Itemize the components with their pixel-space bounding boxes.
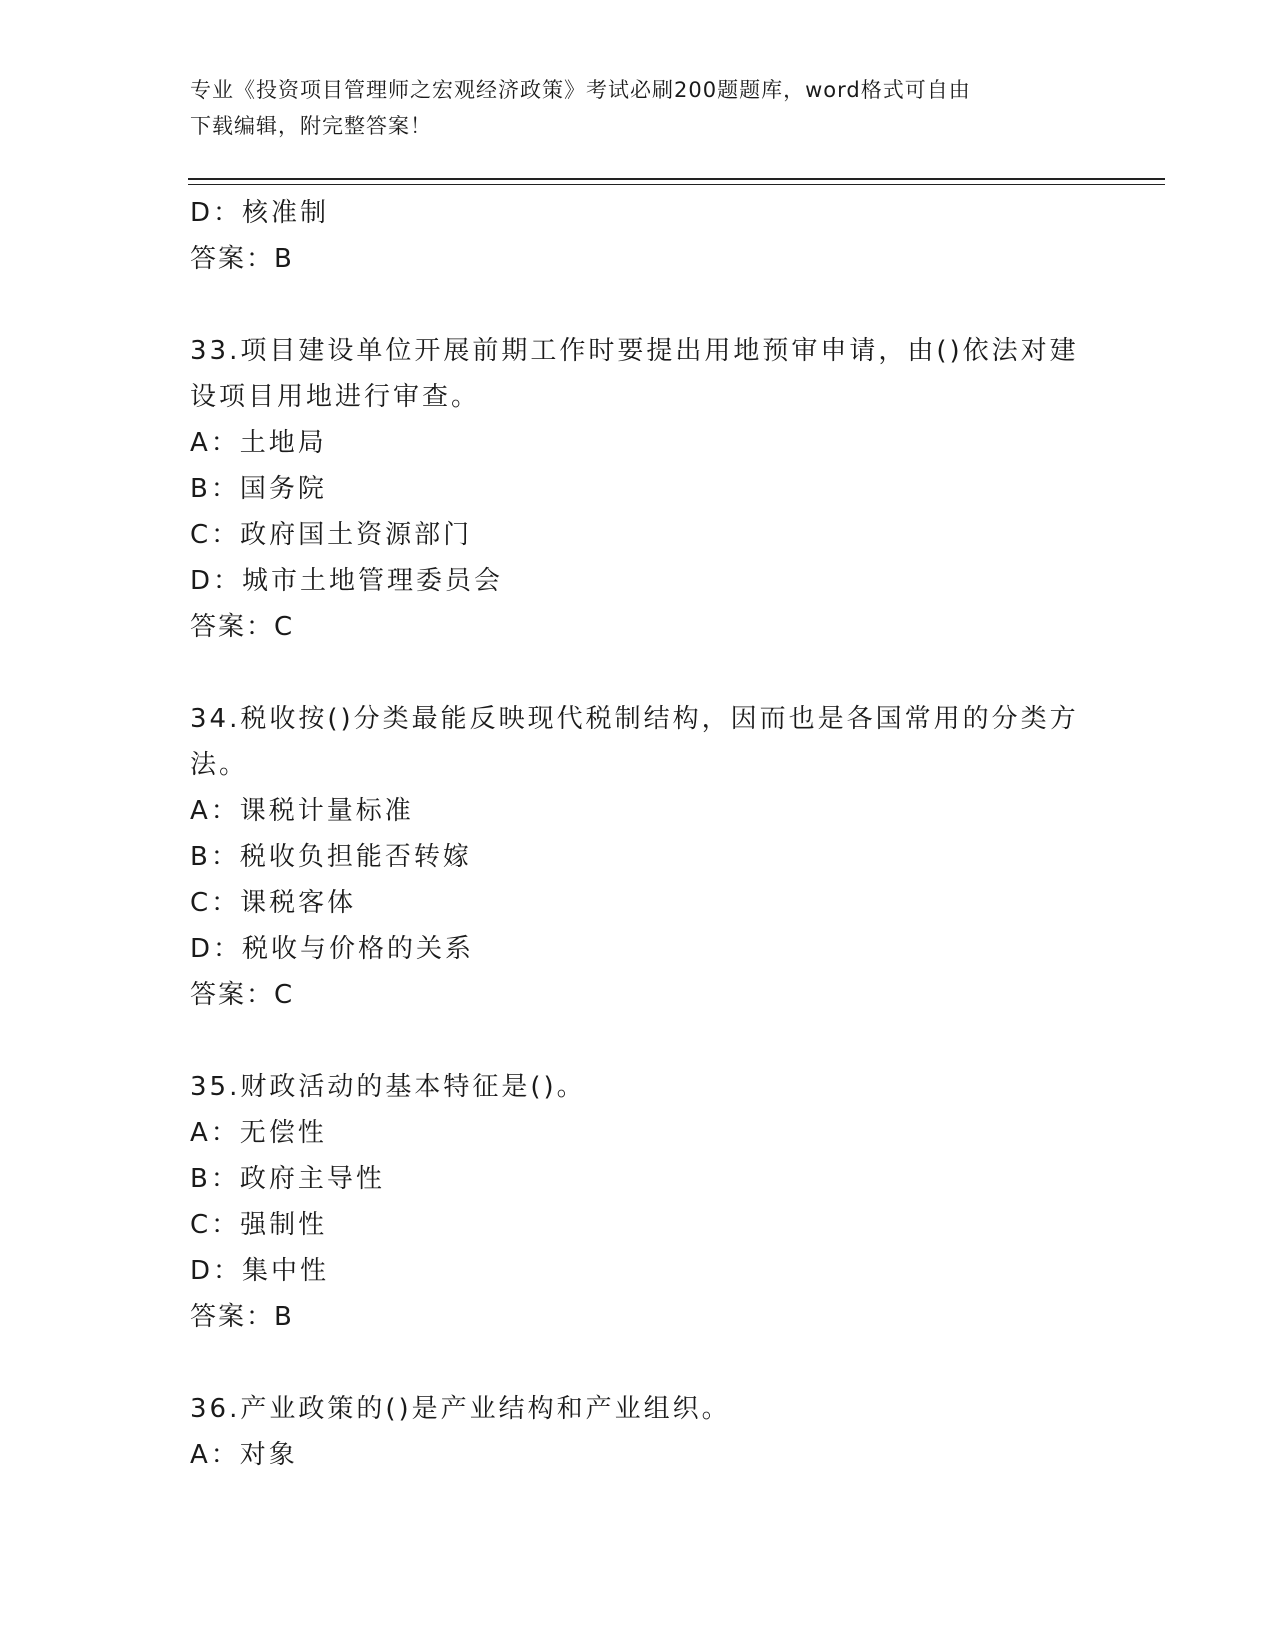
option-b: B：税收负担能否转嫁 [190, 842, 472, 872]
option-c: C：强制性 [190, 1210, 328, 1240]
option-b: B：国务院 [190, 474, 327, 504]
option-a: A：课税计量标准 [190, 796, 414, 826]
spacer [190, 650, 1090, 696]
option-b: B：政府主导性 [190, 1164, 385, 1194]
header-divider-thick [188, 178, 1165, 180]
question-36 [190, 1386, 1090, 1478]
answer-line: 答案：C [190, 612, 295, 642]
option-d: D：集中性 [190, 1256, 330, 1286]
answer-line: 答案：B [190, 244, 294, 274]
spacer [190, 282, 1090, 328]
question-stem-line: 设项目用地进行审查。 [190, 382, 481, 412]
option-c: C：政府国土资源部门 [190, 520, 473, 550]
question-stem-line: 36.产业政策的()是产业结构和产业组织。 [190, 1394, 731, 1424]
question-34 [190, 696, 1090, 1018]
spacer [190, 1340, 1090, 1386]
question-stem-line: 33.项目建设单位开展前期工作时要提出用地预审申请，由()依法对建 [190, 336, 1079, 366]
document-body [190, 190, 1090, 1478]
option-c: C：课税客体 [190, 888, 357, 918]
answer-line: 答案：C [190, 980, 295, 1010]
option-a: A：对象 [190, 1440, 298, 1470]
document-header [190, 72, 1070, 144]
header-divider-thin [188, 184, 1165, 185]
question-stem-line: 35.财政活动的基本特征是()。 [190, 1072, 586, 1102]
option-a: A：无偿性 [190, 1118, 327, 1148]
header-line-2: 下载编辑，附完整答案！ [190, 114, 432, 138]
option-d: D：城市土地管理委员会 [190, 566, 504, 596]
option-d: D：核准制 [190, 198, 330, 228]
option-a: A：土地局 [190, 428, 327, 458]
option-d: D：税收与价格的关系 [190, 934, 475, 964]
question-fragment-32 [190, 190, 1090, 282]
header-line-1: 专业《投资项目管理师之宏观经济政策》考试必刷200题题库，word格式可自由 [190, 78, 971, 102]
answer-line: 答案：B [190, 1302, 294, 1332]
question-35 [190, 1064, 1090, 1340]
question-stem-line: 34.税收按()分类最能反映现代税制结构，因而也是各国常用的分类方 [190, 704, 1079, 734]
question-stem-line: 法。 [190, 750, 249, 780]
question-33 [190, 328, 1090, 650]
spacer [190, 1018, 1090, 1064]
